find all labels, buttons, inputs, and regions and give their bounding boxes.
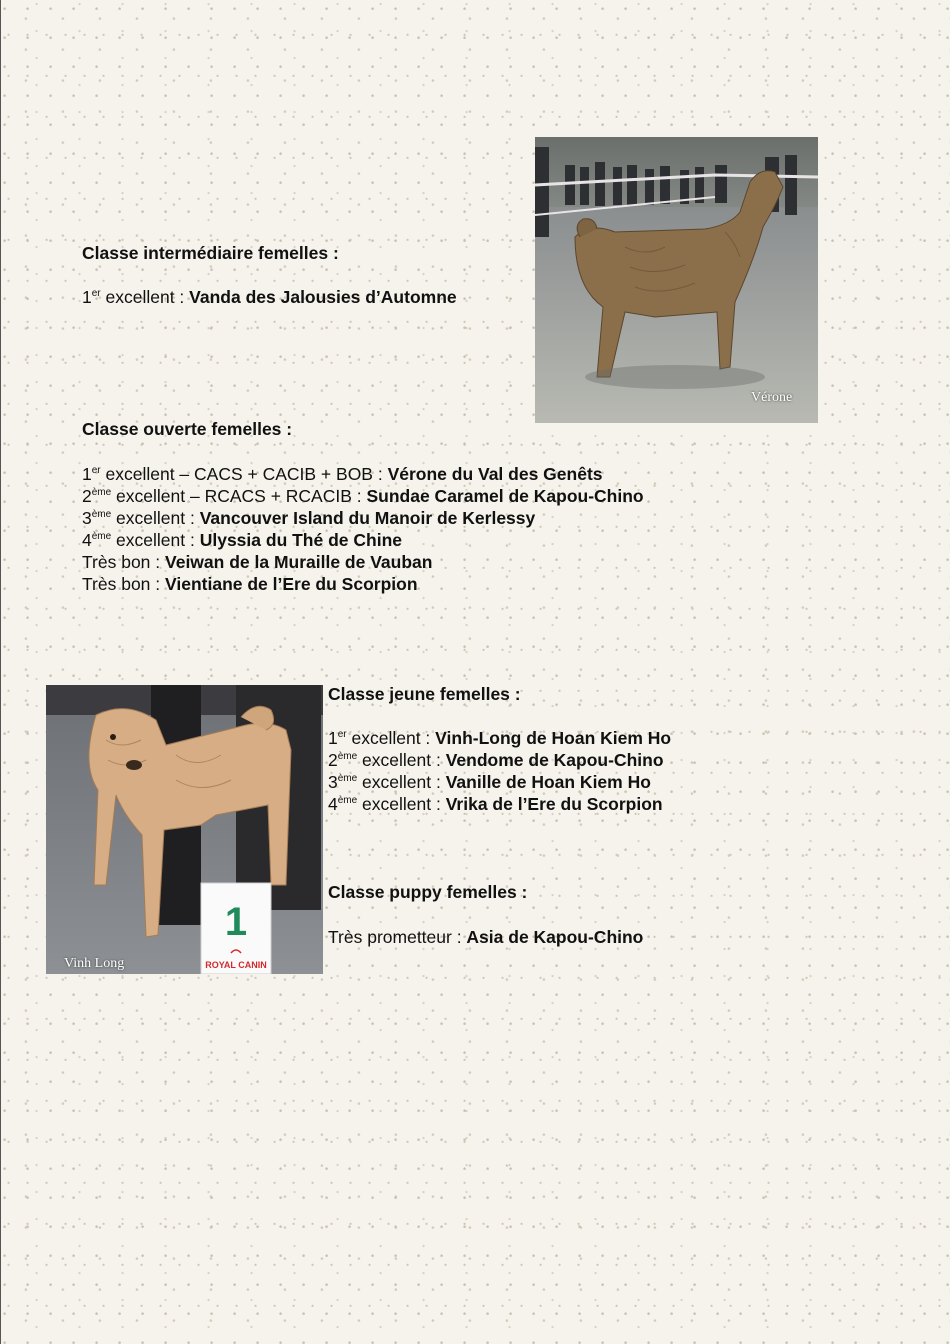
entry-label: excellent : <box>111 530 200 550</box>
entry-row <box>328 926 643 948</box>
entry-rank: 1 <box>82 287 92 307</box>
dog-photo-vinh-long <box>46 685 323 974</box>
entry-row <box>328 749 664 771</box>
page-border <box>0 0 1 1344</box>
entry-rank-suffix: ème <box>91 509 112 520</box>
entry-rank-suffix: er <box>91 465 101 476</box>
entry-dog-name: Vientiane de l’Ere du Scorpion <box>165 574 418 594</box>
entry-rank-suffix: ème <box>337 773 358 784</box>
entry-dog-name: Veiwan de la Muraille de Vauban <box>165 552 433 572</box>
entry-label: Très prometteur : <box>328 927 467 947</box>
entry-rank: 3 <box>82 508 92 528</box>
photo-verone <box>535 137 818 423</box>
entry-row <box>82 551 432 573</box>
entry-dog-name: Asia de Kapou-Chino <box>466 927 644 947</box>
entry-rank: 4 <box>82 530 92 550</box>
entry-dog-name: Ulyssia du Thé de Chine <box>199 530 402 550</box>
entry-row <box>82 286 457 308</box>
dog-photo-verone <box>535 137 818 423</box>
entry-label: excellent : <box>357 794 446 814</box>
photo-caption-verone: Vérone <box>751 390 793 405</box>
entry-rank: 4 <box>328 794 338 814</box>
section-title-jeune: Classe jeune femelles : <box>328 684 521 704</box>
photo-vinh-long <box>46 685 323 974</box>
entry-row <box>328 771 651 793</box>
entry-rank: 2 <box>328 750 338 770</box>
entry-label: excellent : <box>346 728 436 748</box>
entry-rank-suffix: ème <box>91 531 112 542</box>
placard-brand: ROYAL CANIN <box>205 960 267 970</box>
entry-rank-suffix: ème <box>91 487 112 498</box>
section-title-ouverte: Classe ouverte femelles : <box>82 419 293 439</box>
entry-dog-name: Vérone du Val des Genêts <box>387 464 603 484</box>
entry-rank-suffix: ème <box>337 751 358 762</box>
entry-row <box>82 573 418 595</box>
entry-row <box>82 463 603 485</box>
entry-rank: 2 <box>82 486 92 506</box>
entry-rank: 3 <box>328 772 338 792</box>
entry-label: excellent : <box>100 287 190 307</box>
entry-label: excellent – CACS + CACIB + BOB : <box>100 464 388 484</box>
entry-row <box>328 727 671 749</box>
entry-row <box>82 507 535 529</box>
entry-label: excellent – RCACS + RCACIB : <box>111 486 367 506</box>
entry-label: Très bon : <box>82 552 165 572</box>
entry-rank-suffix: er <box>91 288 101 299</box>
entry-dog-name: Vancouver Island du Manoir de Kerlessy <box>199 508 536 528</box>
entry-label: excellent : <box>357 772 446 792</box>
entry-row <box>82 485 644 507</box>
entry-rank-suffix: er <box>337 729 347 740</box>
entry-dog-name: Sundae Caramel de Kapou-Chino <box>366 486 644 506</box>
entry-label: excellent : <box>111 508 200 528</box>
section-title-puppy: Classe puppy femelles : <box>328 882 528 902</box>
entry-rank-suffix: ème <box>337 795 358 806</box>
entry-row <box>328 793 663 815</box>
placard-number: 1 <box>224 900 248 944</box>
entry-row <box>82 529 402 551</box>
section-title-intermediaire: Classe intermédiaire femelles : <box>82 243 339 263</box>
entry-dog-name: Vendome de Kapou-Chino <box>445 750 664 770</box>
photo-caption-vinh-long: Vinh Long <box>64 956 125 971</box>
entry-dog-name: Vinh-Long de Hoan Kiem Ho <box>435 728 672 748</box>
entry-dog-name: Vrika de l’Ere du Scorpion <box>445 794 663 814</box>
entry-dog-name: Vanille de Hoan Kiem Ho <box>445 772 651 792</box>
entry-rank: 1 <box>328 728 338 748</box>
entry-rank: 1 <box>82 464 92 484</box>
entry-label: Très bon : <box>82 574 165 594</box>
entry-label: excellent : <box>357 750 446 770</box>
entry-dog-name: Vanda des Jalousies d’Automne <box>189 287 457 307</box>
